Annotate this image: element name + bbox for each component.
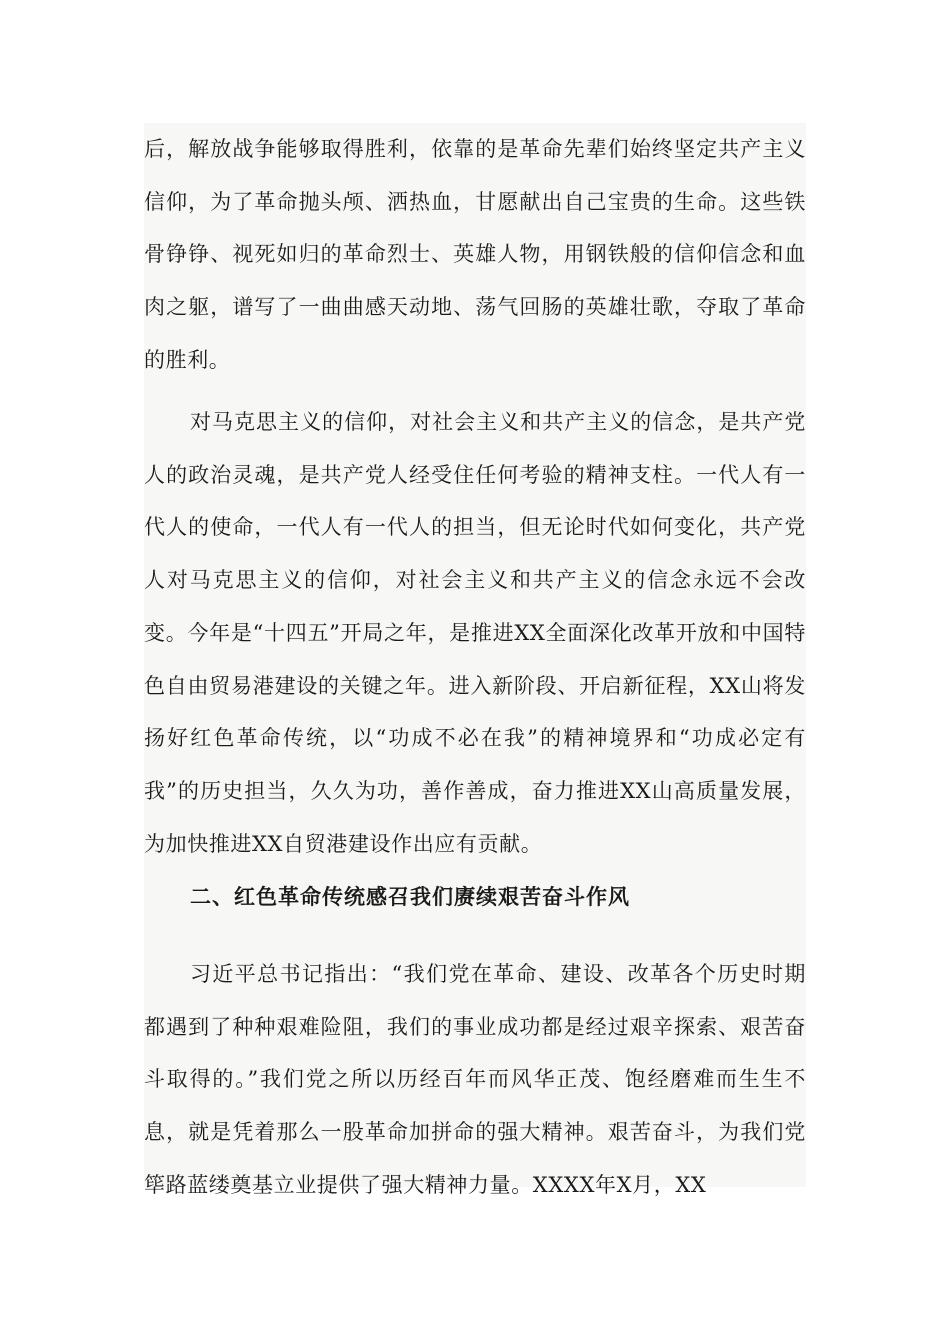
paragraph-victory-faith: 后，解放战争能够取得胜利，依靠的是革命先辈们始终坚定共产主义信仰，为了革命抛头颅、洒热血，甘愿献出自己宝贵的生命。这些铁骨铮铮、视死如归的革命烈士、英雄人物，用钢铁般的信仰信念和血肉之躯，谱写了一曲曲感天动地、荡气回肠的英雄壮歌，夺取了革命的胜利。 bbox=[144, 137, 806, 372]
paragraph-hard-struggle: 习近平总书记指出：“我们党在革命、建设、改革各个历史时期都遇到了种种艰难险阻，我们的事业成功都是经过艰辛探索、艰苦奋斗取得的。”我们党之所以历经百年而风华正茂、饱经磨难而生生不息，就是凭着那么一股革命加拼命的强大精神。艰苦奋斗，为我们党筚路蓝缕奠基立业提供了强大精神力量。XXXX年X月，XX bbox=[144, 962, 806, 1197]
paragraph-marxism-belief: 对马克思主义的信仰，对社会主义和共产主义的信念，是共产党人的政治灵魂，是共产党人经受住任何考验的精神支柱。一代人有一代人的使命，一代人有一代人的担当，但无论时代如何变化，共产党人对马克思主义的信仰，对社会主义和共产主义的信念永远不会改变。今年是“十四五”开局之年，是推进XX全面深化改革开放和中国特色自由贸易港建设的关键之年。进入新阶段、开启新征程，XX山将发扬好红色革命传统，以“功成不必在我”的精神境界和“功成必定有我”的历史担当，久久为功，善作善成，奋力推进XX山高质量发展，为加快推进XX自贸港建设作出应有贡献。 bbox=[144, 410, 806, 856]
section-heading: 二、红色革命传统感召我们赓续艰苦奋斗作风 bbox=[190, 884, 630, 909]
document-body bbox=[144, 123, 806, 1197]
